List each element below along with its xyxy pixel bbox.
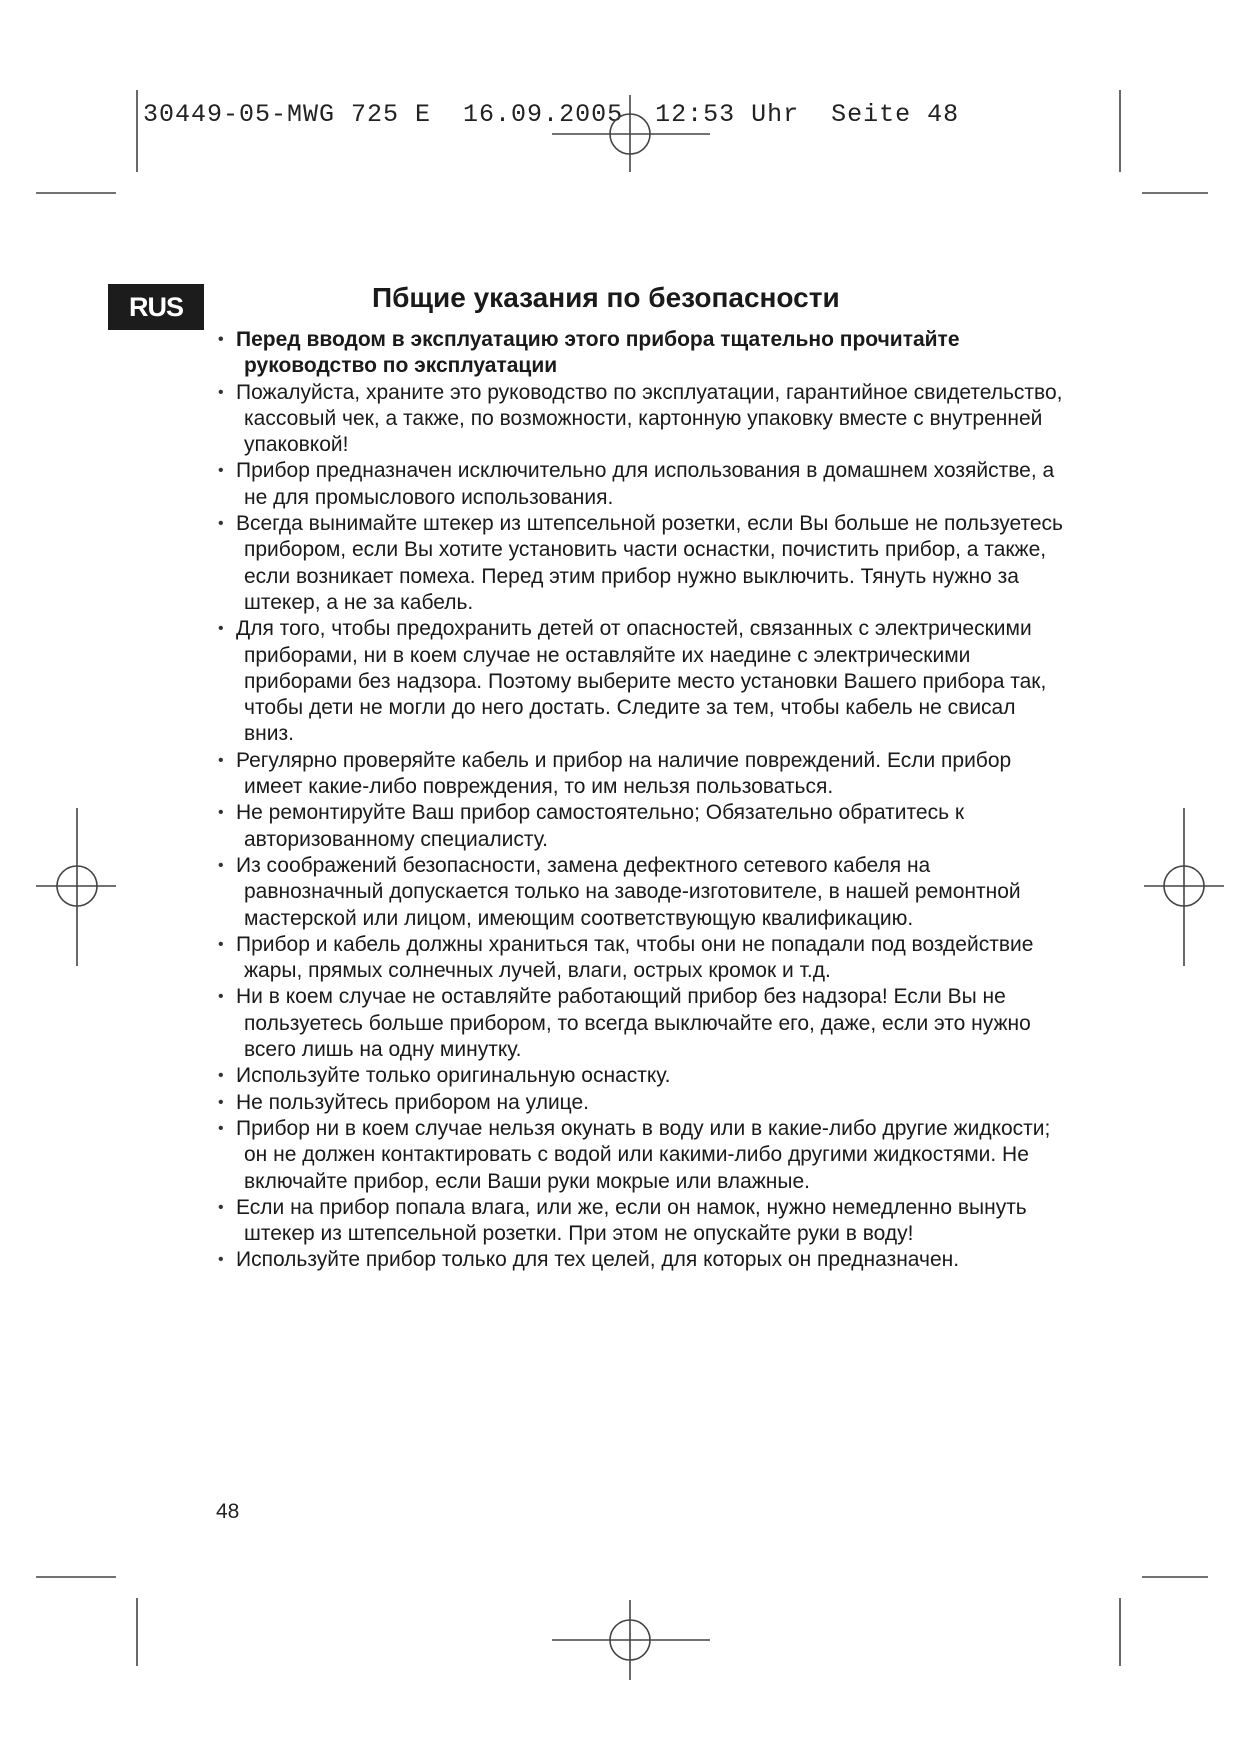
print-header: 30449-05-MWG 725 E 16.09.2005 12:53 Uhr Seite 48 [143, 100, 960, 129]
registration-mark-left [36, 808, 116, 966]
list-item: • Используйте только оригинальную оснастку. [218, 1063, 1068, 1089]
list-item: • Прибор ни в коем случае нельзя окунать в воду или в какие-либо другие жидкости; он не должен контактировать с водой или какими-либо другими жидкостями. Не включайте прибор, если Ваши руки мокрые или влажные. [218, 1116, 1068, 1195]
list-item: • Используйте прибор только для тех целей, для которых он предназначен. [218, 1247, 1068, 1273]
list-item: • Прибор и кабель должны храниться так, чтобы они не попадали под воздействие жары, прямых солнечных лучей, влаги, острых кромок и т.д. [218, 932, 1068, 985]
registration-mark-top [552, 95, 710, 172]
page-title: Пбщие указания по безопасности [372, 282, 840, 313]
registration-mark-bottom [552, 1600, 710, 1680]
list-item: • Прибор предназначен исключительно для использования в домашнем хозяйстве, а не для промыслового использования. [218, 458, 1068, 511]
safety-instructions-list [218, 327, 1068, 1274]
list-item: • Не пользуйтесь прибором на улице. [218, 1090, 1068, 1116]
list-item: • Регулярно проверяйте кабель и прибор на наличие повреждений. Если прибор имеет какие-либо повреждения, то им нельзя пользоваться. [218, 748, 1068, 801]
list-item: • Ни в коем случае не оставляйте работающий прибор без надзора! Если Вы не пользуетесь больше прибором, то всегда выключайте его, даже, если это нужно всего лишь на одну минутку. [218, 984, 1068, 1063]
list-item: • Всегда вынимайте штекер из штепсельной розетки, если Вы больше не пользуетесь прибором, если Вы хотите установить части оснастки, почистить прибор, а также, если возникает помеха. Перед этим прибор нужно выключить. Тянуть нужно за штекер, а не за кабель. [218, 511, 1068, 616]
list-item: • Перед вводом в эксплуатацию этого прибора тщательно прочитайте руководство по эксплуатации [218, 327, 1068, 380]
page-number: 48 [216, 1500, 240, 1523]
list-item: • Для того, чтобы предохранить детей от опасностей, связанных с электрическими приборами, ни в коем случае не оставляйте их наедине с электрическими приборами без надзора. Поэтому выберите место установки Вашего прибора так, чтобы дети не могли до него достать. Следите за тем, чтобы кабель не свисал вниз. [218, 616, 1068, 747]
list-item: • Из соображений безопасности, замена дефектного сетевого кабеля на равнозначный допускается только на заводе-изготовителе, в нашей ремонтной мастерской или лицом, имеющим соответствующую квалификацию. [218, 853, 1068, 932]
language-badge: RUS [108, 284, 204, 330]
list-item: • Если на прибор попала влага, или же, если он намок, нужно немедленно вынуть штекер из штепсельной розетки. При этом не опускайте руки в воду! [218, 1195, 1068, 1248]
list-item: • Пожалуйста, храните это руководство по эксплуатации, гарантийное свидетельство, кассовый чек, а также, по возможности, картонную упаковку вместе с внутренней упаковкой! [218, 380, 1068, 459]
list-item: • Не ремонтируйте Ваш прибор самостоятельно; Обязательно обратитесь к авторизованному специалисту. [218, 800, 1068, 853]
registration-mark-right [1144, 808, 1224, 966]
